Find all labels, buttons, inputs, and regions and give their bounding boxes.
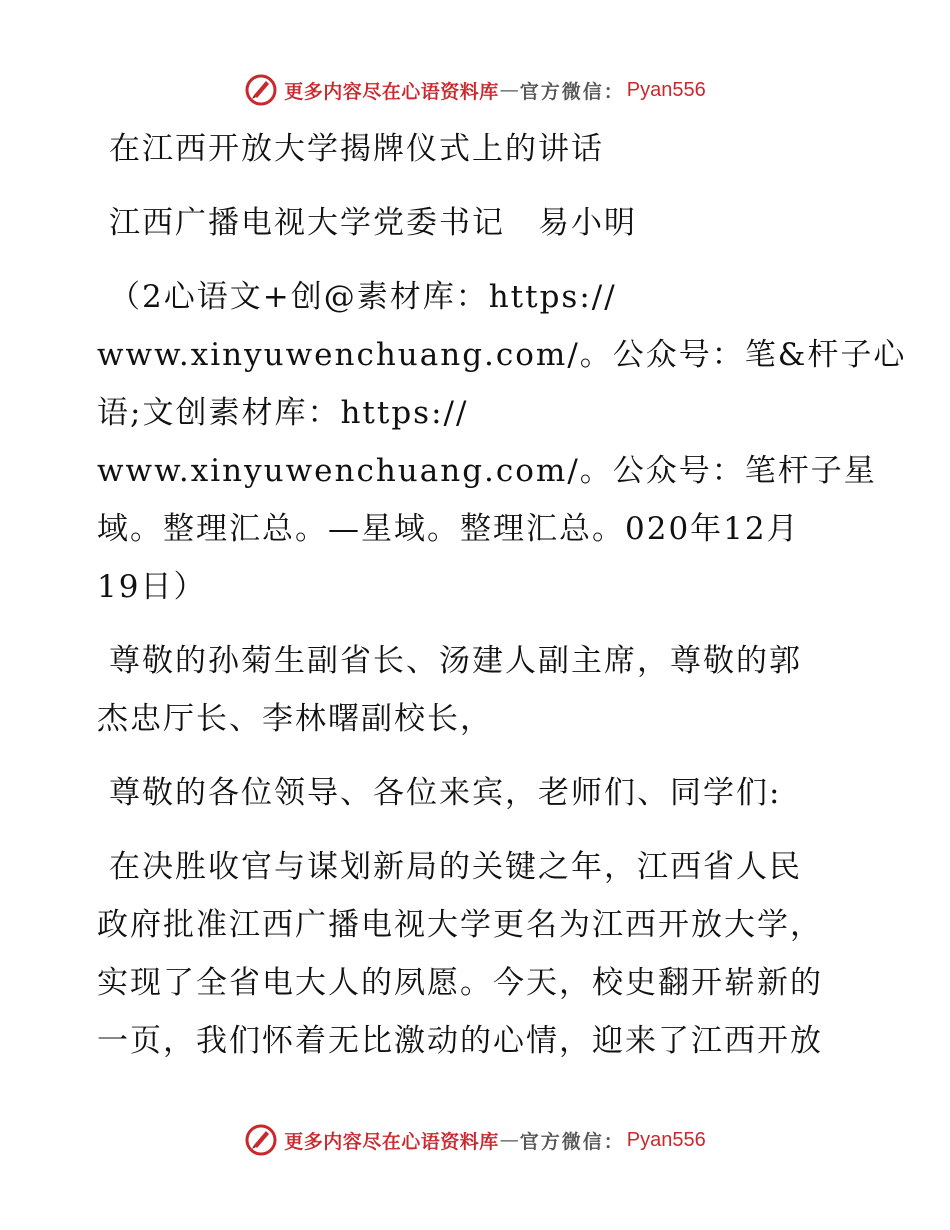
body-line: 实现了全省电大人的夙愿。今天，校史翻开崭新的 (97, 965, 823, 1001)
source-note-line: www.xinyuwenchuang.com/。公众号：笔&杆子心 (97, 337, 907, 373)
watermark-separator: — (499, 1129, 519, 1151)
brand-logo-icon (244, 73, 278, 107)
source-note-line: 语;文创素材库：https:// (97, 395, 469, 431)
greeting: 尊敬的各位领导、各位来宾，老师们、同学们: (109, 775, 782, 811)
source-note-line: （2心语文+创@素材库：https:// (109, 279, 617, 315)
watermark-brand-text: 更多内容尽在心语资料库 (284, 1130, 499, 1153)
brand-logo-icon (244, 1123, 278, 1157)
watermark-banner-bottom (0, 1120, 950, 1160)
salutation (97, 632, 857, 748)
watermark-wechat-label: 官方微信： (519, 80, 625, 103)
source-note-line: 域。整理汇总。—星域。整理汇总。020年12月 (97, 511, 800, 547)
watermark-separator: — (499, 79, 519, 101)
watermark-brand-text: 更多内容尽在心语资料库 (284, 80, 499, 103)
source-note-line: 19日） (97, 569, 207, 605)
salutation-line: 杰忠厅长、李林曙副校长， (97, 701, 493, 737)
body-paragraph (97, 838, 857, 1070)
body-line: 一页，我们怀着无比激动的心情，迎来了江西开放 (97, 1023, 823, 1059)
source-note-line: www.xinyuwenchuang.com/。公众号：笔杆子星 (97, 453, 877, 489)
watermark-wechat-id: Pyan556 (626, 1128, 706, 1151)
body-line: 政府批准江西广播电视大学更名为江西开放大学， (97, 907, 823, 943)
watermark-wechat-id: Pyan556 (626, 78, 706, 101)
author-line: 江西广播电视大学党委书记 易小明 (109, 205, 637, 241)
salutation-line: 尊敬的孙菊生副省长、汤建人副主席，尊敬的郭 (109, 643, 802, 679)
watermark-wechat-label: 官方微信： (519, 1130, 625, 1153)
body-line: 在决胜收官与谋划新局的关键之年，江西省人民 (109, 849, 802, 885)
source-note (97, 268, 907, 616)
document-body (97, 120, 907, 1070)
document-title: 在江西开放大学揭牌仪式上的讲话 (109, 131, 604, 167)
watermark-banner-top (0, 70, 950, 110)
